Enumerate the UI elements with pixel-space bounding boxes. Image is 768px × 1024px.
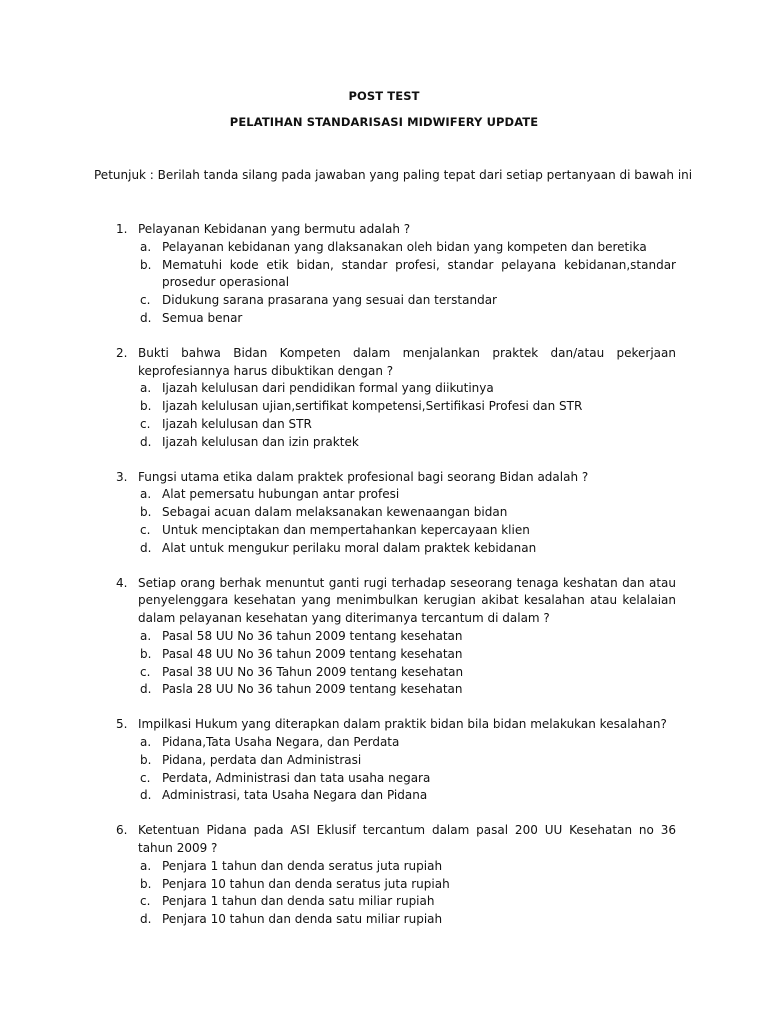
option-letter: d. [140,434,152,449]
option-text: Alat pemersatu hubungan antar profesi [162,487,400,502]
option-list [116,734,676,805]
answer-option[interactable] [116,911,676,929]
option-letter: d. [140,540,152,555]
option-letter: a. [140,628,152,643]
question-4 [116,575,676,700]
answer-option[interactable] [116,257,676,293]
option-text: Semua benar [162,310,243,325]
option-text: Pelayanan kebidanan yang dlaksanakan oleh bidan yang kompeten dan beretika [162,239,647,254]
option-letter: b. [140,399,152,414]
option-letter: d. [140,310,152,325]
option-text: Penjara 1 tahun dan denda satu miliar rupiah [162,894,435,909]
option-text: Administrasi, tata Usaha Negara dan Pidana [162,788,428,803]
option-letter: a. [140,734,152,749]
option-letter: d. [140,682,152,697]
option-text: Pasla 28 UU No 36 tahun 2009 tentang kesehatan [162,682,463,697]
option-letter: c. [140,770,151,785]
option-letter: d. [140,912,152,927]
option-text: Ijazah kelulusan dan STR [162,416,312,431]
option-text: Penjara 1 tahun dan denda seratus juta rupiah [162,858,443,873]
answer-option[interactable] [116,486,676,504]
option-letter: a. [140,239,152,254]
option-letter: b. [140,257,152,272]
answer-option[interactable] [116,380,676,398]
question-number: 3. [116,469,128,484]
question-text: Ketentuan Pidana pada ASI Eklusif tercantum dalam pasal 200 UU Kesehatan no 36 tahun 2009 ? [138,823,676,855]
answer-option[interactable] [116,752,676,770]
option-text: Penjara 10 tahun dan denda satu miliar rupiah [162,912,443,927]
answer-option[interactable] [116,628,676,646]
option-list [116,239,676,328]
option-letter: c. [140,293,151,308]
answer-option[interactable] [116,292,676,310]
answer-option[interactable] [116,893,676,911]
option-text: Alat untuk mengukur perilaku moral dalam praktek kebidanan [162,540,537,555]
option-letter: b. [140,752,152,767]
question-text: Impilkasi Hukum yang diterapkan dalam praktik bidan bila bidan melakukan kesalahan? [138,717,667,732]
option-text: Pasal 48 UU No 36 tahun 2009 tentang kesehatan [162,646,463,661]
question-text: Pelayanan Kebidanan yang bermutu adalah ? [138,222,411,236]
question-1 [116,221,676,328]
option-list [116,858,676,929]
question-3 [116,469,676,558]
option-text: Pidana, perdata dan Administrasi [162,752,362,767]
option-letter: a. [140,487,152,502]
option-text: Didukung sarana prasarana yang sesuai dan terstandar [162,293,497,308]
question-text: Fungsi utama etika dalam praktek profesional bagi seorang Bidan adalah ? [138,469,589,484]
option-list [116,486,676,557]
answer-option[interactable] [116,522,676,540]
option-text: Pasal 58 UU No 36 tahun 2009 tentang kesehatan [162,628,463,643]
question-number: 1. [116,222,128,236]
option-text: Ijazah kelulusan dari pendidikan formal yang diikutinya [162,381,494,396]
option-list [116,380,676,451]
question-text: Bukti bahwa Bidan Kompeten dalam menjalankan praktek dan/atau pekerjaan keprofesiannya harus dibuktikan dengan ? [138,345,676,378]
option-text: Penjara 10 tahun dan denda seratus juta rupiah [162,876,450,891]
page-title: POST TEST [348,89,420,103]
option-letter: c. [140,664,151,679]
option-text: Mematuhi kode etik bidan, standar profesi, standar pelayana kebidanan,standar prosedur operasional [162,257,676,290]
answer-option[interactable] [116,239,676,257]
option-letter: a. [140,381,152,396]
answer-option[interactable] [116,398,676,416]
answer-option[interactable] [116,681,676,699]
answer-option[interactable] [116,664,676,682]
option-text: Perdata, Administrasi dan tata usaha negara [162,770,431,785]
question-2 [116,345,676,452]
option-text: Ijazah kelulusan ujian,sertifikat kompetensi,Sertifikasi Profesi dan STR [162,399,583,414]
question-number: 6. [116,823,128,838]
option-letter: c. [140,522,151,537]
option-text: Pidana,Tata Usaha Negara, dan Perdata [162,734,400,749]
question-5 [116,716,676,805]
option-letter: b. [140,505,152,520]
option-letter: a. [140,858,152,873]
option-text: Untuk menciptakan dan mempertahankan kepercayaan klien [162,522,530,537]
answer-option[interactable] [116,734,676,752]
page-subtitle: PELATIHAN STANDARISASI MIDWIFERY UPDATE [229,115,539,129]
answer-option[interactable] [116,646,676,664]
option-text: Sebagai acuan dalam melaksanakan kewenaangan bidan [162,505,508,520]
answer-option[interactable] [116,876,676,894]
answer-option[interactable] [116,310,676,328]
question-number: 4. [116,575,128,590]
instruction-text: Petunjuk : Berilah tanda silang pada jawaban yang paling tepat dari setiap pertanyaan di bawah ini [94,168,693,182]
question-text: Setiap orang berhak menuntut ganti rugi terhadap seseorang tenaga keshatan dan atau penyelenggara kesehatan yang menimbulkan kerugian akibat kesalahan atau kelalaian dalam pelayanan kesehatan yang diterimanya tercantum di dalam ? [138,575,676,626]
option-letter: d. [140,788,152,803]
option-letter: c. [140,416,151,431]
question-6 [116,822,676,929]
option-list [116,628,676,699]
option-letter: b. [140,876,152,891]
answer-option[interactable] [116,504,676,522]
answer-option[interactable] [116,434,676,452]
question-number: 2. [116,345,128,360]
option-text: Ijazah kelulusan dan izin praktek [162,434,359,449]
answer-option[interactable] [116,416,676,434]
answer-option[interactable] [116,770,676,788]
answer-option[interactable] [116,540,676,558]
answer-option[interactable] [116,787,676,805]
answer-option[interactable] [116,858,676,876]
option-letter: b. [140,646,152,661]
option-text: Pasal 38 UU No 36 Tahun 2009 tentang kesehatan [162,664,464,679]
question-list [116,221,676,946]
question-number: 5. [116,717,128,732]
option-letter: c. [140,894,151,909]
